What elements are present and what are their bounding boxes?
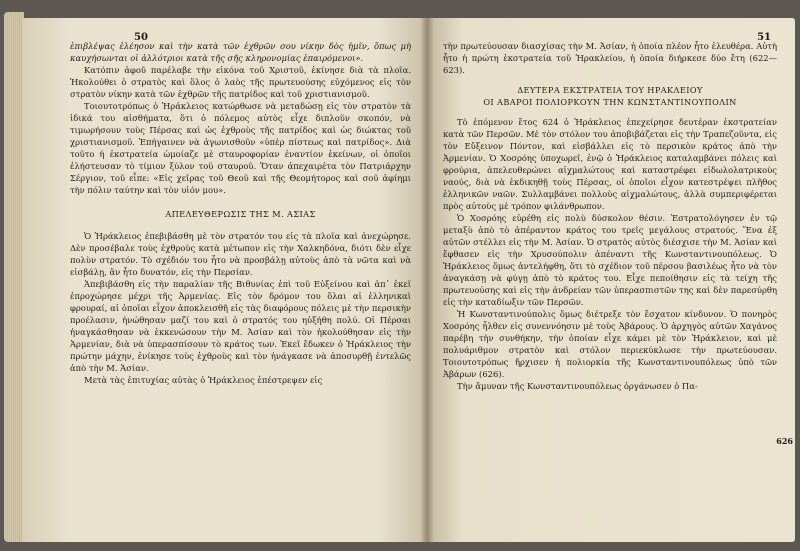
paragraph: Κατόπιν ἀφοῦ παρέλαβε τὴν εἰκόνα τοῦ Χριστοῦ, ἐκίνησε διὰ τὰ πλοῖα. Ἠκολούθει ὁ στρατὸς καὶ ὅλος ὁ λαὸς τῆς πρωτευούσης εὐχόμενος εἰς τὸν στρατὸν νίκην κατὰ τῶν ἐχθρῶν τῆς πατρίδος καὶ τοῦ χριστιανισμοῦ. — [70, 65, 411, 99]
right-page — [427, 18, 795, 542]
paragraph: ἐπιβλέψας ἐλέησον καὶ τὴν κατὰ τῶν ἐχθρῶν σου νίκην δὸς ἡμῖν, ὅπως μὴ καυχήσωνται οἱ ἀλλότριοι κατὰ τῆς σῆς κληρονομίας ἐπαιρόμενοι». — [70, 41, 411, 63]
section-heading: ΔΕΥΤΕΡΑ ΕΚΣΤΡΑΤΕΙΑ ΤΟΥ ΗΡΑΚΛΕΙΟΥ ΟΙ ΑΒΑΡΟΙ ΠΟΛΙΟΡΚΟΥΝ ΤΗΝ ΚΩΝΣΤΑΝΤΙΝΟΥΠΟΛΙΝ — [483, 85, 737, 107]
book-gutter — [420, 18, 434, 542]
left-page — [22, 18, 427, 542]
paragraph: Μετὰ τὰς ἐπιτυχίας αὐτὰς ὁ Ἡράκλειος ἐπέστρεψεν εἰς — [84, 375, 323, 385]
paragraph: Τὴν ἄμυναν τῆς Κωνσταντινουπόλεως ὀργάνωσεν ὁ Πα- — [457, 381, 698, 391]
paragraph: Ἡ Κωνσταντινούπολις ὅμως διέτρεξε τὸν ἔσχατον κίνδυνον. Ὁ πονηρὸς Χοσρόης ἦλθεν εἰς συνεννόησιν μὲ τοὺς Ἀβάρους. Ὁ ἀρχηγὸς αὐτῶν Χαγάνος παρέβη τὴν συνθήκην, τὴν ὁποίαν εἶχε κάμει μὲ τὸν Ἡράκλειον, καὶ μὲ πολυάριθμον στρατὸν καὶ στόλον περιεκύκλωσε τὴν πρωτεύουσαν. Τοιουτοτρόπως ἤρχισεν ἡ πολιορκία τῆς Κωνσταντινουπόλεως ὑπὸ τῶν Ἀβάρων (626). — [443, 309, 777, 379]
margin-year-note: 626 — [776, 436, 793, 446]
paragraph: Ὁ Ἡράκλειος ἐπεβιβάσθη μὲ τὸν στρατόν του εἰς τὰ πλοῖα καὶ ἀνεχώρησε. Δὲν προσέβαλε τοὺς ἐχθροὺς κατὰ μέτωπον εἰς τὴν Χαλκηδόνα, διότι δὲν εἶχε πολὺν στρατόν. Τὸ σχέδιόν του ἦτο νὰ προσβάλῃ αὐτοὺς ἀπὸ τὰ νῶτα καὶ νὰ εἰσβάλῃ, ἂν ἦτο δυνατόν, εἰς τὴν Περσίαν. — [70, 231, 411, 277]
section-heading: ΑΠΕΛΕΥΘΕΡΩΣΙΣ ΤΗΣ Μ. ΑΣΙΑΣ — [165, 209, 316, 219]
page-number-right: 51 — [757, 32, 771, 43]
paragraph: Ὁ Χοσρόης εὑρέθη εἰς πολὺ δύσκολον θέσιν. Ἐστρατολόγησεν ἐν τῷ μεταξὺ ἀπὸ τὸ ἀπέραντον κράτος του τρεῖς μεγάλους στρατούς. Ἕνα ἐξ αὐτῶν στέλλει εἰς τὴν Μ. Ἀσίαν. Ὁ στρατὸς αὐτὸς διέσχισε τὴν Μ. Ἀσίαν καὶ ἔφθασεν εἰς τὴν Χρυσούπολιν ἀπέναντι τῆς Κωνσταντινουπόλεως. Ὁ Ἡράκλειος ὅμως ἀντελήφθη, ὅτι τὸ σχέδιον τοῦ πέρσου βασιλέως ἦτο νὰ τὸν ἀναγκάσῃ νὰ φύγῃ ἀπὸ τὸ κράτος του. Εἶχε πεποίθησιν εἰς τὰ τείχη τῆς πρωτευούσης καὶ εἰς τὴν ἀνδρείαν τῶν ὑπερασπιστῶν της καὶ δὲν παρεσύρθη εἰς τὴν καταδίωξιν τῶν Περσῶν. — [443, 213, 777, 307]
paragraph: Τοιουτοτρόπως ὁ Ἡράκλειος κατώρθωσε νὰ μεταδώσῃ εἰς τὸν στρατὸν τὰ ἰδικά του αἰσθήματα, ὅτι ὁ πόλεμος αὐτὸς εἶχε διπλοῦν σκοπόν, νὰ τιμωρήσουν τοὺς Πέρσας καὶ ὡς ἐχθροὺς τῆς πατρίδος καὶ ὡς διώκτας τοῦ χριστιανισμοῦ. Ἐπήγαινεν νὰ ἀγωνισθοῦν «ὑπὲρ πίστεως καὶ πατρίδος». Διὰ τοῦτο ἡ ἐκστρατεία ὡμοίαζε μὲ σταυροφορίαν ἐναντίον ἐκείνων, οἱ ὁποῖοι ἐλήστευσαν τὸ τίμιον ξύλον τοῦ σταυροῦ. Ὅταν ἀπεχαιρέτα τὸν Πατριάρχην Σέργιον, τοῦ εἶπε: «Εἰς χεῖρας τοῦ Θεοῦ καὶ τῆς Θεομήτορος καὶ σοῦ ἀφίημι τὴν πόλιν ταύτην καὶ τὸν υἱόν μου». — [70, 101, 411, 195]
paragraph: Τὸ ἑπόμενον ἔτος 624 ὁ Ἡράκλειος ἐπεχείρησε δευτέραν ἐκστρατείαν κατὰ τῶν Περσῶν. Μὲ τὸν στόλον του ἀποβιβάζεται εἰς τὴν Τραπεζοῦντα, εἰς τὸν Εὔξεινον Πόντον, καὶ εἰσβάλλει εἰς τὸ περσικὸν κράτος ἀπὸ τὴν Ἀρμενίαν. Ὁ Χοσρόης ὑποχωρεῖ, ἐνῷ ὁ Ἡράκλειος καταλαμβάνει πόλεις καὶ φρούρια, ἀπελευθερώνει αἰχμαλώτους καὶ καταστρέφει εἰδωλολατρικοὺς ναούς, διὰ νὰ ἐκδικηθῇ τοὺς Πέρσας, οἱ ὁποῖοι εἶχον κατεστρέψει πλῆθος ἑλληνικῶν ναῶν. Συλλαμβάνει πολλοὺς αἰχμαλώτους, ἀλλὰ συμπεριφέρεται πρὸς αὐτοὺς μὲ τρόπον φιλάνθρωπον. — [443, 117, 777, 211]
page-number-left: 50 — [134, 32, 148, 43]
paragraph: τὴν πρωτεύουσαν διασχίσας τὴν Μ. Ἀσίαν, ἡ ὁποία πλέον ἦτο ἐλευθέρα. Αὐτὴ ἦτο ἡ πρώτη ἐκστρατεία τοῦ Ἡρακλείου, ἡ ὁποία διήρκεσε δύο ἔτη (622—623). — [443, 41, 777, 75]
page-edges — [4, 12, 24, 542]
left-page-text — [70, 40, 411, 386]
right-page-text — [443, 40, 777, 392]
paragraph: Ἀπεβιβάσθη εἰς τὴν παραλίαν τῆς Βιθυνίας ἐπὶ τοῦ Εὐξείνου καὶ ἀπ᾽ ἐκεῖ ἐπροχώρησε μέχρι τῆς Ἀρμενίας. Εἰς τὸν δρόμον του ὅλαι αἱ ἑλληνικαὶ φρουραί, αἱ ὁποῖαι εἶχον ἀποκλεισθῆ εἰς τὰς διαφόρους πόλεις μὲ τὴν περσικὴν προέλασιν, ἠνώθησαν μαζί του καὶ ὁ στρατός του ηὐξήθη πολύ. Οἱ Πέρσαι ἠναγκάσθησαν νὰ ἐκκενώσουν τὴν Μ. Ἀσίαν καὶ τὸν ἠκολούθησαν εἰς τὴν Ἀρμενίαν, διὰ νὰ ὑπερασπίσουν τὸ κράτος των. Ἐκεῖ ἔδωκεν ὁ Ἡράκλειος τὴν πρώτην μάχην, ἐνίκησε τοὺς ἐχθροὺς καὶ τὸν ἠνάγκασε νὰ ἀποσυρθῇ ἐντελῶς ἀπὸ τὴν Μ. Ἀσίαν. — [70, 279, 411, 373]
